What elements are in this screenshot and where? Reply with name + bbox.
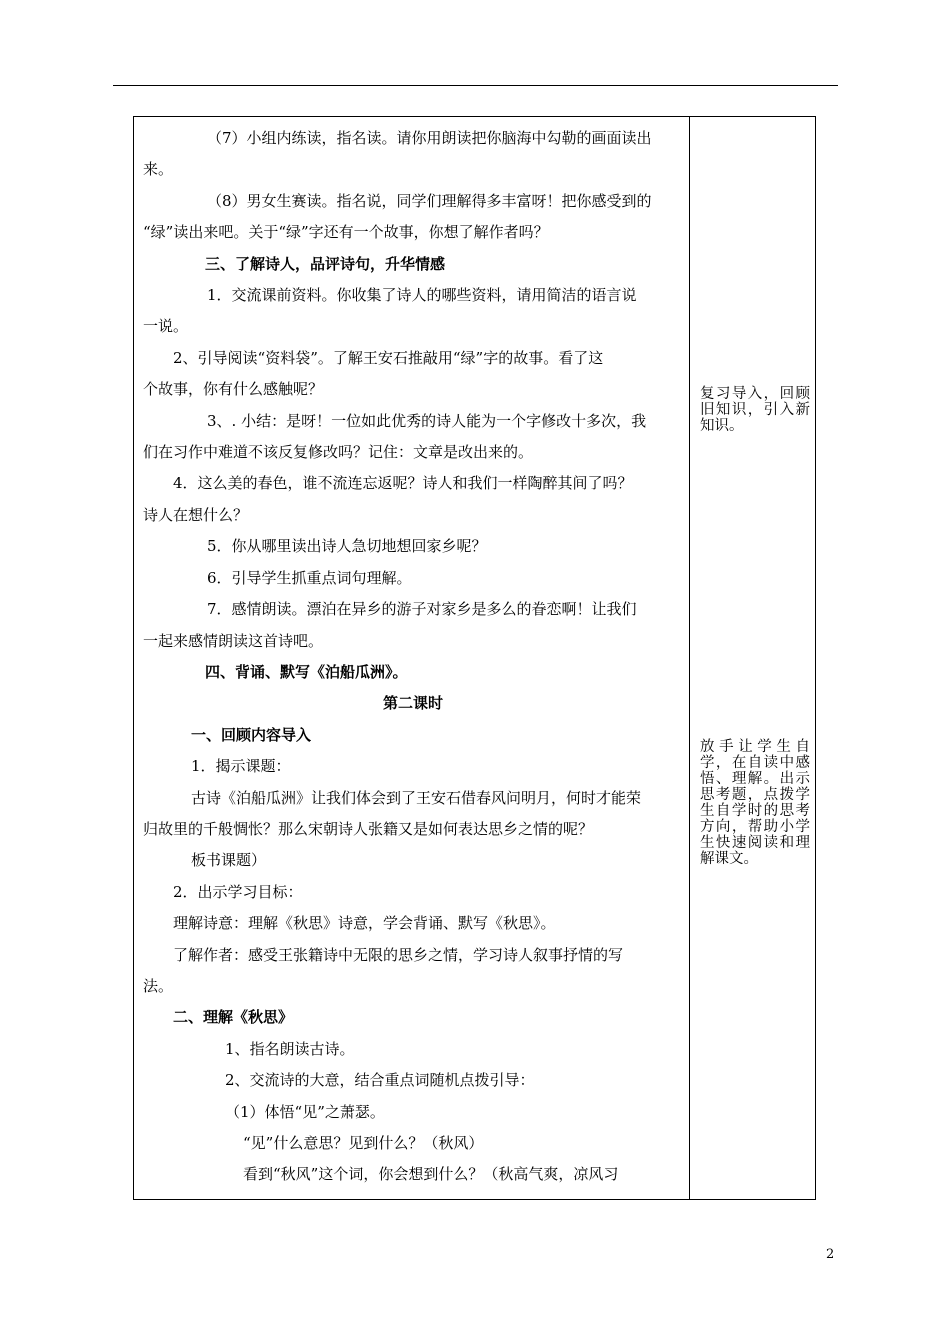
text-line: 一说。 xyxy=(143,317,189,336)
text-line: 5．你从哪里读出诗人急切地想回家乡呢？ xyxy=(207,537,487,556)
text-line: 3、. 小结：是呀！一位如此优秀的诗人能为一个字修改十多次，我 xyxy=(207,411,647,430)
page-number: 2 xyxy=(826,1247,835,1262)
side-note-review: 复习导入，回顾旧知识，引入新知识。 xyxy=(700,386,810,434)
text-line: 们在习作中难道不该反复修改吗？记住：文章是改出来的。 xyxy=(143,443,534,462)
text-line: 2、交流诗的大意，结合重点词随机点拨引导： xyxy=(225,1071,535,1090)
side-note-self-study: 放手让学生自学，在自读中感悟、理解。出示思考题，点拨学生自学时的思考方向，帮助小学生快速阅读和理解课文。 xyxy=(700,739,810,867)
text-line: （7）小组内练读，指名读。请你用朗读把你脑海中勾勒的画面读出 xyxy=(207,129,652,147)
section-heading: 二、理解《秋思》 xyxy=(173,1008,294,1027)
text-line: 了解作者：感受王张籍诗中无限的思乡之情，学习诗人叙事抒情的写 xyxy=(173,945,624,964)
text-line: 6．引导学生抓重点词句理解。 xyxy=(207,568,412,587)
header-rule xyxy=(113,85,838,86)
text-line: 来。 xyxy=(143,160,174,179)
text-line: 理解诗意：理解《秋思》诗意，学会背诵、默写《秋思》。 xyxy=(173,914,556,933)
text-line: 法。 xyxy=(143,976,174,995)
text-line: 板书课题） xyxy=(191,851,267,870)
text-line: “见”什么意思？见到什么？（秋风） xyxy=(243,1134,484,1152)
text-line: （1）体悟“见”之萧瑟。 xyxy=(225,1102,385,1121)
text-line: 古诗《泊船瓜洲》让我们体会到了王安石借春风问明月，何时才能荣 xyxy=(191,788,642,807)
text-line: 4．这么美的春色，谁不流连忘返呢？诗人和我们一样陶醉其间了吗？ xyxy=(173,474,633,493)
text-line: 2．出示学习目标： xyxy=(173,882,303,901)
text-line: 2、引导阅读“资料袋”。了解王安石推敲用“绿”字的故事。看了这 xyxy=(173,348,604,367)
text-line: 看到“秋风”这个词，你会想到什么？（秋高气爽，凉风习 xyxy=(243,1165,619,1184)
section-heading: 一、回顾内容导入 xyxy=(191,725,312,744)
text-line: 1．揭示课题： xyxy=(191,757,291,776)
section-heading: 三、了解诗人，品评诗句，升华情感 xyxy=(205,254,446,273)
text-line: “绿”读出来吧。关于“绿”字还有一个故事，你想了解作者吗？ xyxy=(143,223,549,242)
text-line: 1．交流课前资料。你收集了诗人的哪些资料，请用简洁的语言说 xyxy=(207,286,637,305)
text-line: 1、指名朗读古诗。 xyxy=(225,1039,355,1058)
lesson-content xyxy=(143,123,683,1191)
section-heading: 四、背诵、默写《泊船瓜洲》。 xyxy=(205,662,408,681)
text-line: 一起来感情朗读这首诗吧。 xyxy=(143,631,324,650)
lesson-period-title: 第二课时 xyxy=(382,694,443,713)
text-line: 诗人在想什么？ xyxy=(143,505,249,524)
text-line: 7．感情朗读。漂泊在异乡的游子对家乡是多么的眷恋啊！让我们 xyxy=(207,600,637,619)
table-column-divider xyxy=(689,116,690,1200)
text-line: （8）男女生赛读。指名说，同学们理解得多丰富呀！把你感受到的 xyxy=(207,191,652,210)
text-line: 个故事，你有什么感触呢？ xyxy=(143,380,324,399)
text-line: 归故里的千般惆怅？那么宋朝诗人张籍又是如何表达思乡之情的呢？ xyxy=(143,819,594,838)
